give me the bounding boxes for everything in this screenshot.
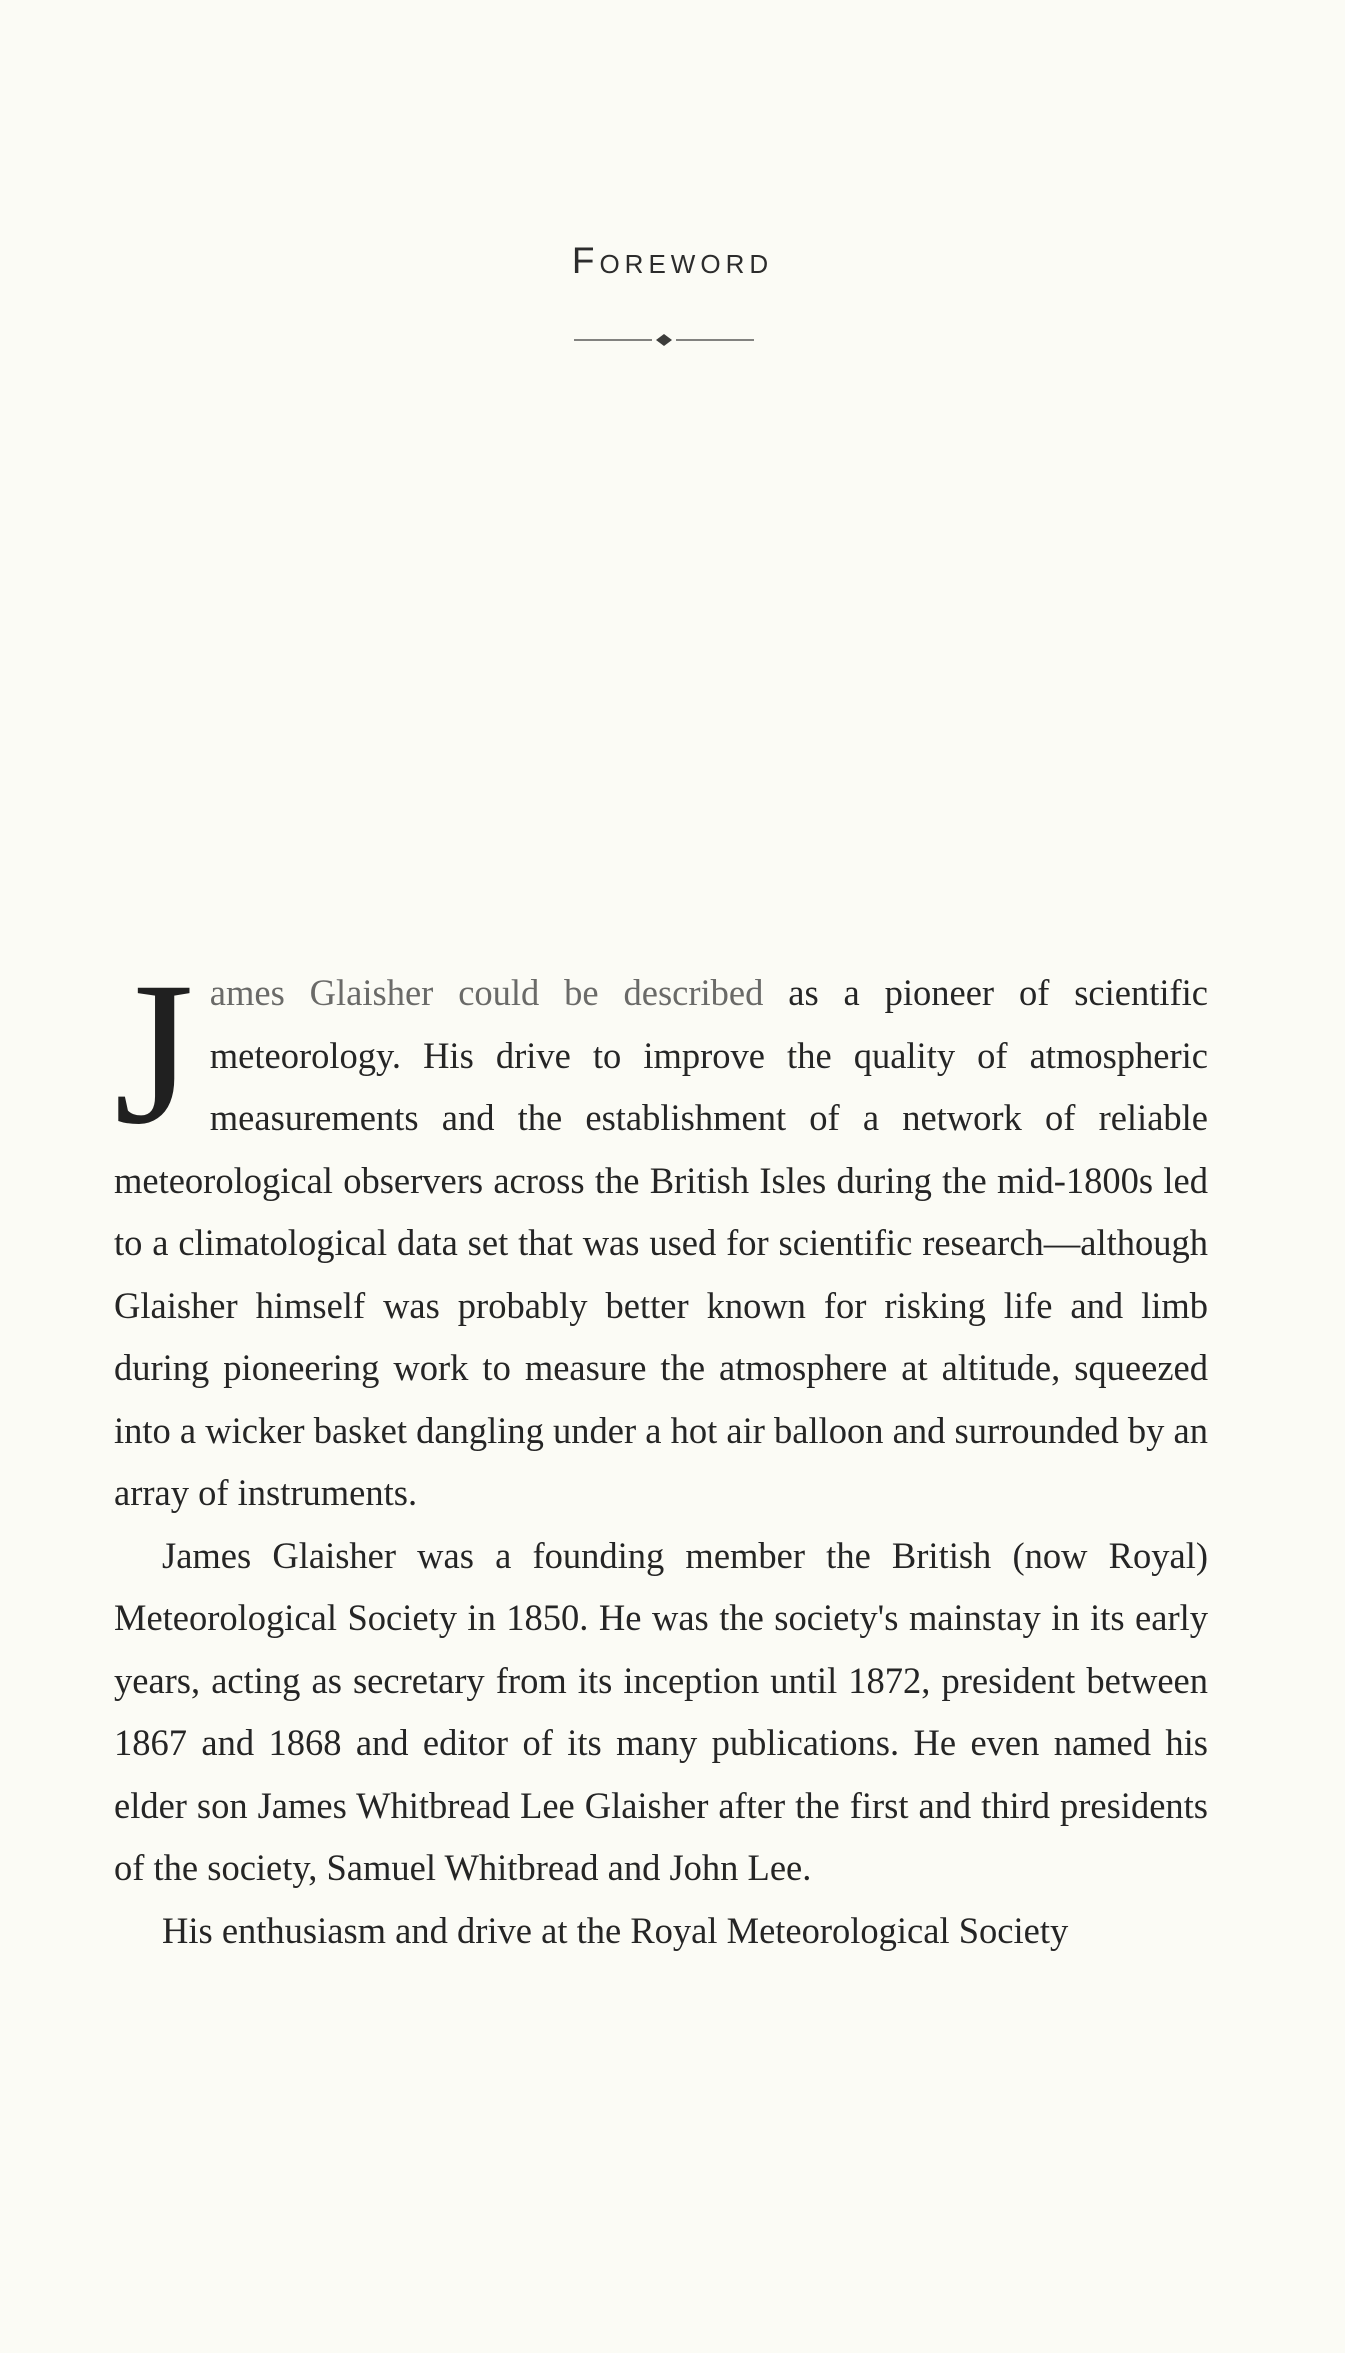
chapter-heading: Foreword [571, 240, 774, 281]
paragraph-3: His enthusiasm and drive at the Royal Meteorological Society [162, 1909, 1069, 1951]
paragraph-1-lead: ames Glaisher could be described [209, 972, 764, 1013]
body-text [114, 940, 1208, 1962]
rule-with-diamond-ornament-icon [572, 330, 756, 350]
paragraph-1 [114, 940, 1208, 1525]
paragraph-1-body: as a pioneer of scientific meteorology. His drive to improve the quality of atmospheric measurements and the establishment of a network of reliable meteorological observers across the British Isles during the mid-1800s led to a climatological data set that was used for scientific research—although Glaisher himself was probably better known for risking life and limb during pioneering work to measure the atmosphere at altitude, squeezed into a wicker basket dangling under a hot air balloon and surrounded by an array of instruments. [114, 972, 1208, 1513]
paragraph-2: James Glaisher was a founding member the British (now Royal) Meteorological Society in 1850. He was the society's mainstay in its early years, acting as secretary from its inception until 1872, president between 1867 and 1868 and editor of its many publications. He even named his elder son James Whitbread Lee Glaisher after the first and third presidents of the society, Samuel Whitbread and John Lee. [114, 1534, 1208, 1888]
drop-cap: J [114, 940, 194, 1167]
